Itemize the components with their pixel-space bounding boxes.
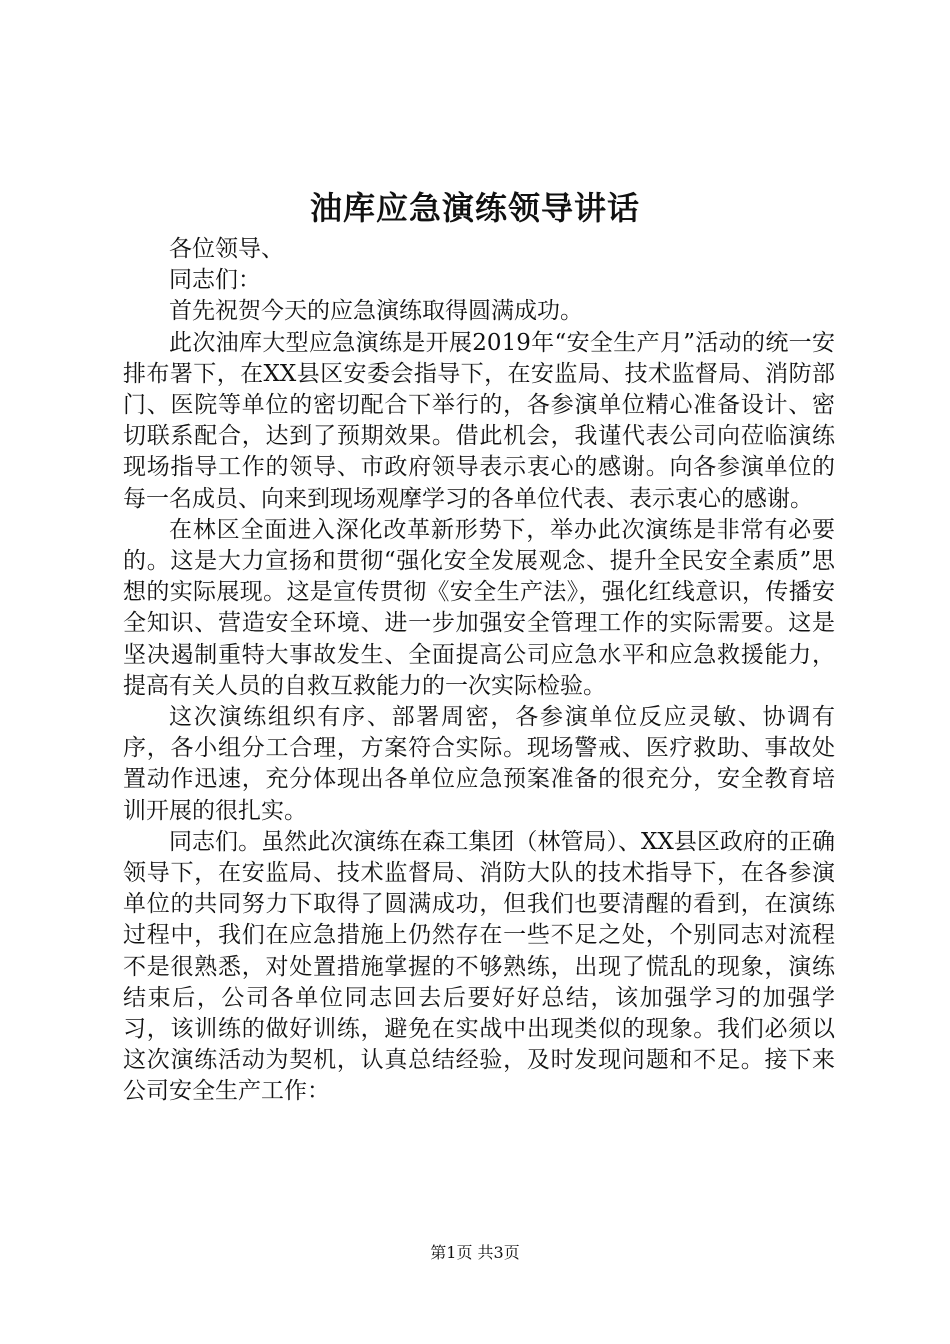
paragraph-drill-evaluation: 这次演练组织有序、部署周密，各参演单位反应灵敏、协调有序，各小组分工合理，方案符合实际。现场警戒、医疗救助、事故处置动作迅速，充分体现出各单位应急预案准备的很充分，安全教育培训开展的很扎实。 [123,704,835,824]
salutation-leaders: 各位领导、 [169,236,284,262]
page-number-footer: 第1页 共3页 [430,1243,520,1262]
document-body [123,234,835,1108]
paragraph-shortcomings: 同志们。虽然此次演练在森工集团（林管局）、XX县区政府的正确领导下，在安监局、技术监督局、消防大队的技术指导下，在各参演单位的共同努力下取得了圆满成功，但我们也要清醒的看到，在演练过程中，我们在应急措施上仍然存在一些不足之处，个别同志对流程不是很熟悉，对处置措施掌握的不够熟练，出现了慌乱的现象，演练结束后，公司各单位同志回去后要好好总结，该加强学习的加强学习，该训练的做好训练，避免在实战中出现类似的现象。我们必须以这次演练活动为契机，认真总结经验，及时发现问题和不足。接下来公司安全生产工作： [123,828,835,1105]
paragraph-congratulation: 首先祝贺今天的应急演练取得圆满成功。 [169,298,583,325]
paragraph-drill-necessity: 在林区全面进入深化改革新形势下，举办此次演练是非常有必要的。这是大力宣扬和贯彻“强化安全发展观念、提升全民安全素质”思想的实际展现。这是宣传贯彻《安全生产法》，强化红线意识，传播安全知识、营造安全环境、进一步加强安全管理工作的实际需要。这是坚决遏制重特大事故发生、全面提高公司应急水平和应急救援能力，提高有关人员的自救互救能力的一次实际检验。 [123,516,835,699]
salutation-comrades: 同志们： [169,267,261,294]
document-title: 油库应急演练领导讲话 [309,189,640,227]
paragraph-drill-background: 此次油库大型应急演练是开展2019年“安全生产月”活动的统一安排布署下，在XX县区安委会指导下，在安监局、技术监督局、消防部门、医院等单位的密切配合下举行的，各参演单位精心准备设计、密切联系配合，达到了预期效果。借此机会，我谨代表公司向莅临演练现场指导工作的领导、市政府领导表示衷心的感谢。向各参演单位的每一名成员、向来到现场观摩学习的各单位代表、表示衷心的感谢。 [123,329,835,512]
